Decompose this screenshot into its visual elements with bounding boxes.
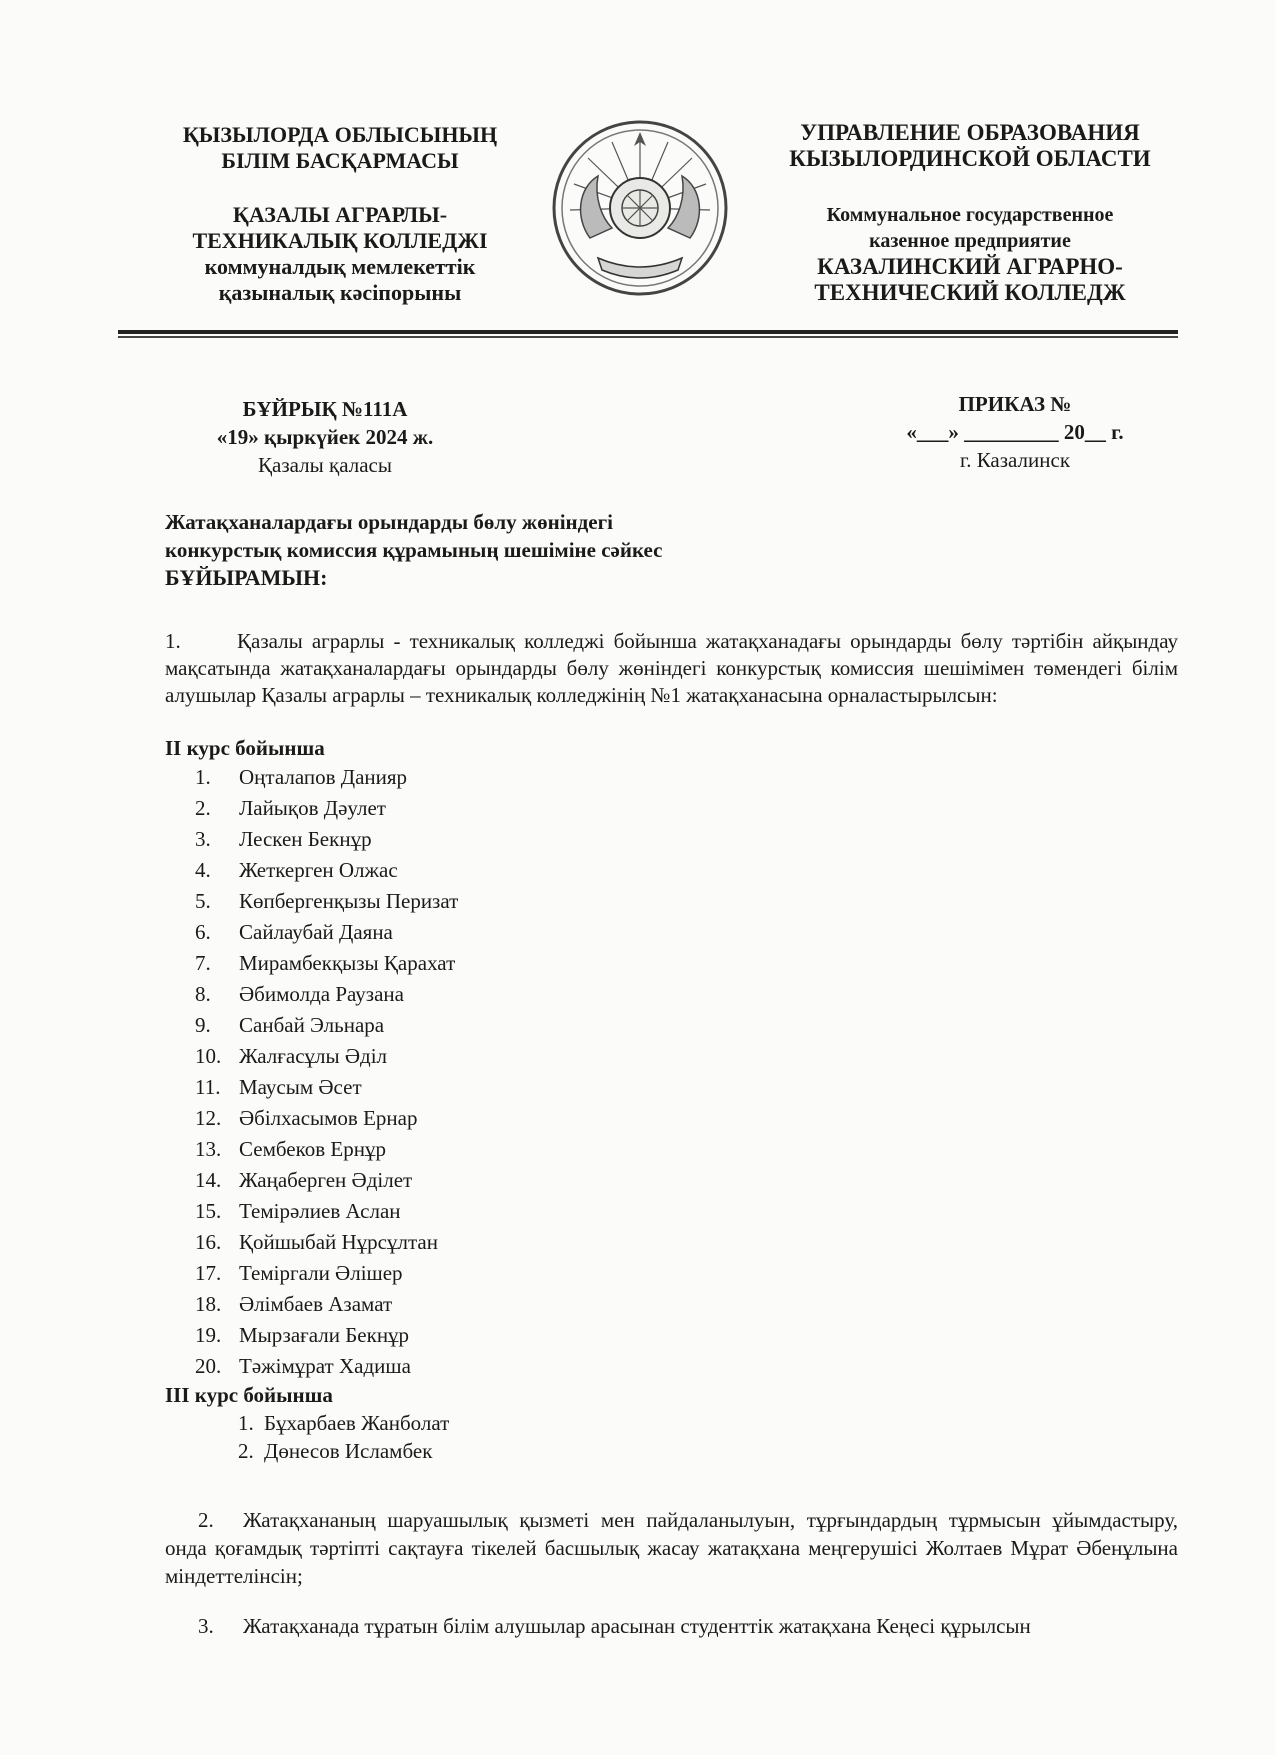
student-name: Сайлаубай Даяна bbox=[239, 920, 393, 944]
list-item-number: 1. bbox=[195, 765, 211, 789]
list-item-number: 14. bbox=[195, 1168, 222, 1192]
header-right-russian bbox=[760, 120, 1180, 306]
dept-name-ru-line2: КЫЗЫЛОРДИНСКОЙ ОБЛАСТИ bbox=[789, 146, 1151, 171]
enterprise-form-kz-line1: коммуналдық мемлекеттік bbox=[204, 254, 476, 279]
list-item bbox=[195, 1165, 458, 1196]
list-item-number: 3. bbox=[195, 827, 211, 851]
list-item bbox=[195, 824, 458, 855]
header-divider-thin bbox=[118, 336, 1178, 338]
list-item bbox=[195, 1041, 458, 1072]
list-item-number: 10. bbox=[195, 1044, 222, 1068]
paragraph-2-text: Жатақхананың шаруашылық қызметі мен пайдаланылуын, тұрғындардың тұрмысын ұйымдастыру, онда қоғамдық тәртіпті сақтауға тікелей басшылық жасау жатақхана меңгерушісі Жолтаев Мұрат Әбенұлына міндеттелінсін; bbox=[165, 1508, 1178, 1588]
student-name: Сембеков Ернұр bbox=[239, 1137, 386, 1161]
student-name: Лескен Бекнұр bbox=[239, 827, 372, 851]
list-item bbox=[195, 793, 458, 824]
student-name: Оңталапов Данияр bbox=[239, 765, 408, 789]
list-item bbox=[195, 1258, 458, 1289]
list-item-number: 12. bbox=[195, 1106, 222, 1130]
order-date-ru: «___» _________ 20__ г. bbox=[906, 420, 1124, 444]
list-item bbox=[195, 1351, 458, 1382]
student-name: Мырзағали Бекнұр bbox=[239, 1323, 410, 1347]
list-item-number: 7. bbox=[195, 951, 211, 975]
list-item bbox=[195, 917, 458, 948]
paragraph-1-number: 1. bbox=[165, 629, 181, 653]
college-name-kz-line1: ҚАЗАЛЫ АГРАРЛЫ- bbox=[232, 202, 448, 227]
list-item bbox=[195, 1320, 458, 1351]
student-name: Әлімбаев Азамат bbox=[239, 1292, 393, 1316]
preamble-line1: Жатақханалардағы орындарды бөлу жөніндегі bbox=[165, 510, 613, 534]
student-name: Қойшыбай Нұрсұлтан bbox=[239, 1230, 438, 1254]
order-block-ru bbox=[850, 390, 1180, 474]
paragraph-3-text: Жатақханада тұратын білім алушылар арасынан студенттік жатақхана Кеңесі құрылсын bbox=[243, 1614, 1031, 1638]
order-date-kz: «19» қыркүйек 2024 ж. bbox=[216, 425, 434, 449]
paragraph-2 bbox=[165, 1506, 1178, 1590]
dept-name-kz-line1: ҚЫЗЫЛОРДА ОБЛЫСЫНЫҢ bbox=[182, 122, 498, 147]
college-name-kz-line2: ТЕХНИКАЛЫҚ КОЛЛЕДЖІ bbox=[192, 228, 488, 253]
list-item bbox=[195, 1103, 458, 1134]
list-item-number: 9. bbox=[195, 1013, 211, 1037]
state-emblem-icon bbox=[550, 118, 730, 298]
student-name: Теміргали Әлішер bbox=[239, 1261, 403, 1285]
order-title-ru: ПРИКАЗ № bbox=[958, 392, 1072, 416]
list-item bbox=[195, 979, 458, 1010]
list-item-number: 6. bbox=[195, 920, 211, 944]
student-name: Санбай Эльнара bbox=[239, 1013, 385, 1037]
list-item bbox=[195, 1196, 458, 1227]
paragraph-2-number: 2. bbox=[198, 1508, 214, 1532]
list-item-number: 18. bbox=[195, 1292, 222, 1316]
list-item-number: 2. bbox=[238, 1439, 254, 1463]
student-name: Көпбергенқызы Перизат bbox=[239, 889, 459, 913]
list-item-number: 20. bbox=[195, 1354, 222, 1378]
paragraph-1-text: Қазалы аграрлы - техникалық колледжі бойынша жатақханадағы орындарды бөлу тәртібін айқындау мақсатында жатақханалардағы орындарды бөлу жөніндегі конкурстық комиссия шешімімен төмендегі білім алушылар Қазалы аграрлы – техникалық колледжінің №1 жатақханасына орналастырылсын: bbox=[165, 629, 1178, 707]
list-item bbox=[238, 1437, 449, 1465]
list-item bbox=[195, 762, 458, 793]
list-item bbox=[195, 1010, 458, 1041]
student-name: Мирамбекқызы Қарахат bbox=[239, 951, 456, 975]
list-item-number: 5. bbox=[195, 889, 211, 913]
order-city-ru: г. Казалинск bbox=[959, 448, 1071, 472]
enterprise-form-ru-line2: казенное предприятие bbox=[869, 230, 1071, 252]
course-3-title: ІІІ курс бойынша bbox=[165, 1383, 333, 1407]
paragraph-3 bbox=[165, 1612, 1178, 1640]
student-name: Жаңаберген Әділет bbox=[239, 1168, 413, 1192]
list-item bbox=[195, 1134, 458, 1165]
list-item-number: 17. bbox=[195, 1261, 222, 1285]
preamble-command: БҰЙЫРАМЫН: bbox=[165, 565, 328, 590]
preamble bbox=[165, 508, 865, 592]
paragraph-1 bbox=[165, 628, 1178, 709]
list-item bbox=[195, 1072, 458, 1103]
college-name-ru-line2: ТЕХНИЧЕСКИЙ КОЛЛЕДЖ bbox=[814, 280, 1126, 305]
student-name: Маусым Әсет bbox=[239, 1075, 362, 1099]
course-2-title: ІІ курс бойынша bbox=[165, 736, 325, 760]
enterprise-form-kz-line2: қазыналық кәсіпорыны bbox=[218, 280, 462, 305]
course-2-student-list bbox=[195, 762, 458, 1382]
paragraph-3-number: 3. bbox=[198, 1614, 214, 1638]
student-name: Темірәлиев Аслан bbox=[239, 1199, 401, 1223]
list-item bbox=[195, 886, 458, 917]
course-3-student-list bbox=[238, 1409, 449, 1465]
list-item bbox=[195, 855, 458, 886]
list-item bbox=[195, 1227, 458, 1258]
list-item-number: 8. bbox=[195, 982, 211, 1006]
list-item-number: 15. bbox=[195, 1199, 222, 1223]
student-name: Дөнесов Исламбек bbox=[264, 1439, 433, 1463]
list-item-number: 16. bbox=[195, 1230, 222, 1254]
list-item bbox=[195, 1289, 458, 1320]
list-item-number: 1. bbox=[238, 1411, 254, 1435]
list-item bbox=[238, 1409, 449, 1437]
dept-name-ru-line1: УПРАВЛЕНИЕ ОБРАЗОВАНИЯ bbox=[800, 120, 1140, 145]
student-name: Тәжімұрат Хадиша bbox=[239, 1354, 411, 1378]
college-name-ru-line1: КАЗАЛИНСКИЙ АГРАРНО- bbox=[817, 254, 1123, 279]
student-name: Жалғасұлы Әділ bbox=[239, 1044, 388, 1068]
list-item bbox=[195, 948, 458, 979]
order-block-kz bbox=[160, 395, 490, 479]
list-item-number: 11. bbox=[195, 1075, 221, 1099]
header-left-kazakh bbox=[150, 122, 530, 306]
student-name: Әбимолда Раузана bbox=[239, 982, 404, 1006]
dept-name-kz-line2: БІЛІМ БАСҚАРМАСЫ bbox=[221, 148, 459, 173]
student-name: Әбілхасымов Ернар bbox=[239, 1106, 418, 1130]
student-name: Лайықов Дәулет bbox=[239, 796, 386, 820]
student-name: Бұхарбаев Жанболат bbox=[264, 1411, 450, 1435]
list-item-number: 19. bbox=[195, 1323, 222, 1347]
student-name: Жеткерген Олжас bbox=[239, 858, 398, 882]
list-item-number: 4. bbox=[195, 858, 211, 882]
list-item-number: 13. bbox=[195, 1137, 222, 1161]
order-title-kz: БҰЙРЫҚ №111А bbox=[242, 397, 408, 421]
header-divider-thick bbox=[118, 330, 1178, 334]
enterprise-form-ru-line1: Коммунальное государственное bbox=[826, 204, 1114, 226]
preamble-line2: конкурстық комиссия құрамының шешіміне сәйкес bbox=[165, 538, 663, 562]
order-city-kz: Қазалы қаласы bbox=[258, 453, 392, 477]
list-item-number: 2. bbox=[195, 796, 211, 820]
